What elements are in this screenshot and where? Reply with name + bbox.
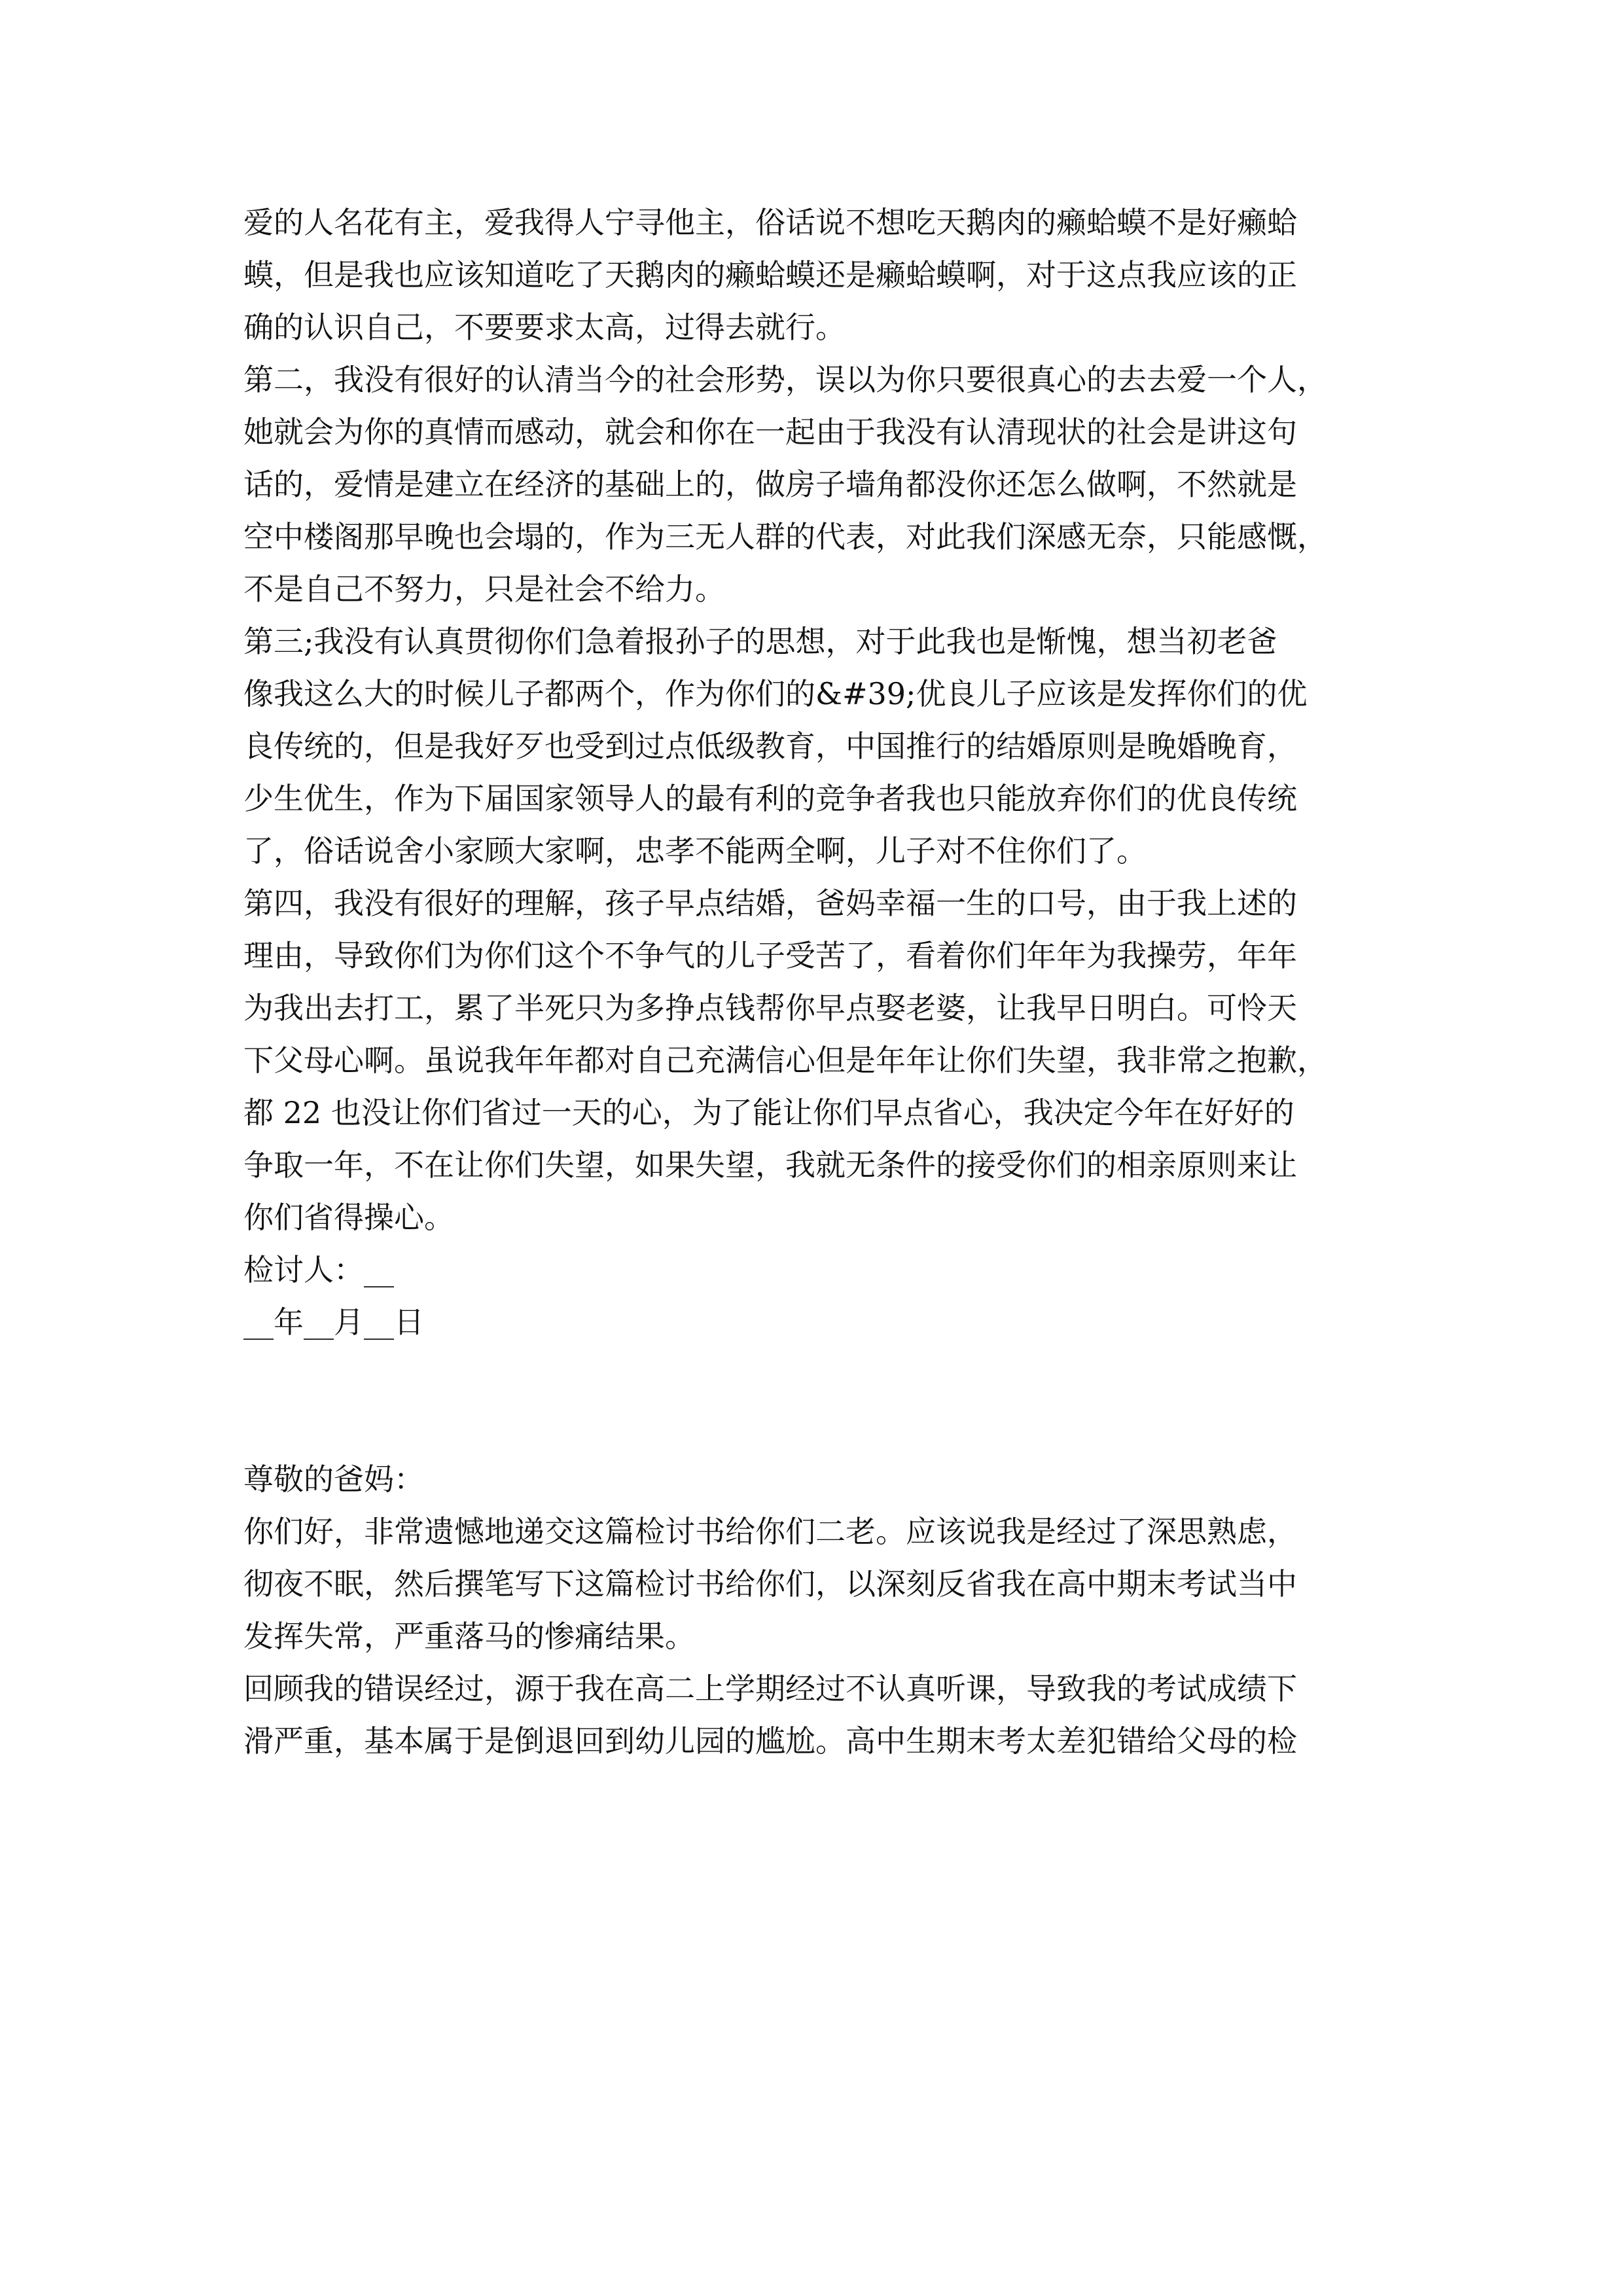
text-line: 你们省得操心。 [243, 1200, 454, 1235]
text-line: 她就会为你的真情而感动，就会和你在一起由于我没有认清现状的社会是讲这句 [243, 414, 1297, 450]
text-line: 为我出去打工，累了半死只为多挣点钱帮你早点娶老婆，让我早日明白。可怜天 [243, 990, 1297, 1026]
text-line: 你们好，非常遗憾地递交这篇检讨书给你们二老。应该说我是经过了深思熟虑， [243, 1514, 1297, 1549]
text-line: 少生优生，作为下届国家领导人的最有利的竞争者我也只能放弃你们的优良传统 [243, 781, 1297, 816]
text-line: 确的认识自己，不要要求太高，过得去就行。 [243, 310, 846, 345]
section-letter-to-parents [243, 1453, 1382, 1767]
document-page [243, 196, 1382, 1767]
text-line: 空中楼阁那早晚也会塌的，作为三无人群的代表，对此我们深感无奈，只能感慨， [243, 519, 1327, 554]
text-line: 爱的人名花有主，爱我得人宁寻他主，俗话说不想吃天鹅肉的癞蛤蟆不是好癞蛤 [243, 205, 1297, 240]
text-line: 争取一年，不在让你们失望，如果失望，我就无条件的接受你们的相亲原则来让 [243, 1147, 1297, 1183]
text-line: 都 22 也没让你们省过一天的心，为了能让你们早点省心，我决定今年在好好的 [243, 1095, 1294, 1130]
text-line: 第四，我没有很好的理解，孩子早点结婚，爸妈幸福一生的口号，由于我上述的 [243, 886, 1297, 921]
text-line: 彻夜不眠，然后撰笔写下这篇检讨书给你们，以深刻反省我在高中期末考试当中 [243, 1566, 1297, 1602]
text-line: 蟆，但是我也应该知道吃了天鹅肉的癞蛤蟆还是癞蛤蟆啊，对于这点我应该的正 [243, 257, 1297, 293]
text-line: 发挥失常，严重落马的惨痛结果。 [243, 1619, 695, 1654]
date-line: __年__月__日 [243, 1304, 424, 1340]
salutation: 尊敬的爸妈： [243, 1462, 424, 1497]
text-line: 下父母心啊。虽说我年年都对自己充满信心但是年年让你们失望，我非常之抱歉， [243, 1043, 1327, 1078]
text-line: 理由，导致你们为你们这个不争气的儿子受苦了，看着你们年年为我操劳，年年 [243, 938, 1297, 973]
section-spacer [243, 1348, 1382, 1453]
text-line: 了，俗话说舍小家顾大家啊，忠孝不能两全啊，儿子对不住你们了。 [243, 833, 1147, 869]
text-line: 第三;我没有认真贯彻你们急着报孙子的思想，对于此我也是惭愧，想当初老爸 [243, 624, 1277, 659]
text-line: 像我这么大的时候儿子都两个，作为你们的&#39;优良儿子应该是发挥你们的优 [243, 676, 1308, 711]
text-line: 滑严重，基本属于是倒退回到幼儿园的尴尬。高中生期末考太差犯错给父母的检 [243, 1723, 1297, 1759]
text-line: 话的，爱情是建立在经济的基础上的，做房子墙角都没你还怎么做啊，不然就是 [243, 467, 1297, 502]
text-line: 不是自己不努力，只是社会不给力。 [243, 571, 725, 607]
text-line: 回顾我的错误经过，源于我在高二上学期经过不认真听课，导致我的考试成绩下 [243, 1671, 1297, 1706]
signature-line: 检讨人：__ [243, 1252, 394, 1287]
text-line: 第二，我没有很好的认清当今的社会形势，误以为你只要很真心的去去爱一个人， [243, 362, 1327, 397]
text-line: 良传统的，但是我好歹也受到过点低级教育，中国推行的结婚原则是晚婚晚育， [243, 728, 1297, 764]
section-self-criticism-continued [243, 196, 1382, 1348]
